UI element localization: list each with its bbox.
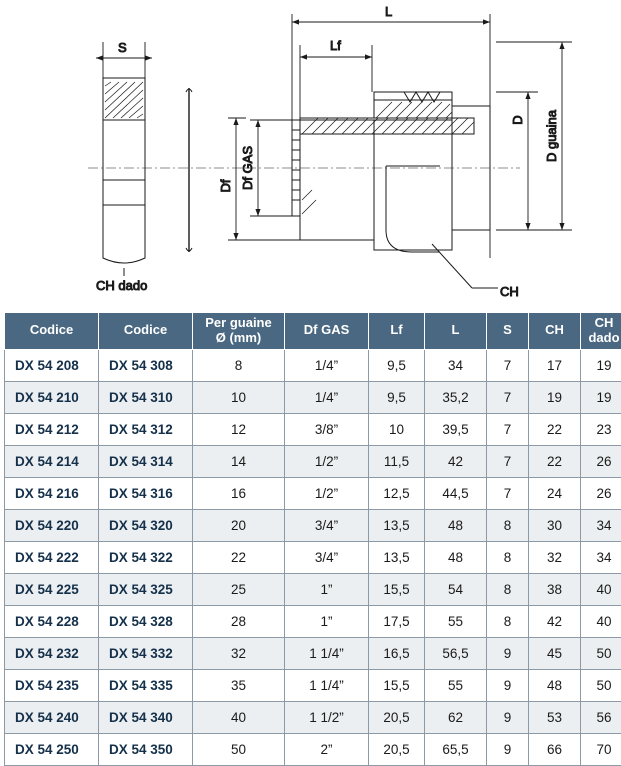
cell-ch: 24 — [529, 477, 581, 509]
header-l: L — [425, 313, 487, 350]
header-ch-dado-line1: CH — [582, 316, 621, 331]
cell-ch-dado: 50 — [581, 637, 621, 669]
cell-l: 62 — [425, 701, 487, 733]
cell-l: 44,5 — [425, 477, 487, 509]
cell-l: 42 — [425, 445, 487, 477]
technical-drawing — [0, 0, 621, 312]
header-ch-dado-line2: dado — [582, 331, 621, 346]
cell-df-gas: 1” — [285, 605, 369, 637]
cell-codice-2: DX 54 320 — [99, 509, 193, 541]
cell-lf: 13,5 — [369, 509, 425, 541]
cell-df-gas: 1 1/4” — [285, 637, 369, 669]
cell-lf: 20,5 — [369, 701, 425, 733]
cell-per-guaine: 40 — [193, 701, 285, 733]
cell-df-gas: 1” — [285, 573, 369, 605]
cell-codice-2: DX 54 332 — [99, 637, 193, 669]
cell-codice-1: DX 54 240 — [5, 701, 99, 733]
spec-table — [4, 312, 621, 766]
header-per-guaine-line1: Per guaine — [194, 316, 283, 331]
cell-s: 7 — [487, 477, 529, 509]
cell-df-gas: 1/2” — [285, 445, 369, 477]
cell-df-gas: 3/4” — [285, 509, 369, 541]
cell-codice-1: DX 54 208 — [5, 349, 99, 381]
table-row — [5, 413, 621, 445]
cell-codice-2: DX 54 322 — [99, 541, 193, 573]
cell-ch: 48 — [529, 669, 581, 701]
drawing-svg — [0, 0, 621, 312]
cell-ch-dado: 34 — [581, 541, 621, 573]
cell-codice-1: DX 54 228 — [5, 605, 99, 637]
cell-s: 7 — [487, 413, 529, 445]
cell-codice-2: DX 54 310 — [99, 381, 193, 413]
cell-ch-dado: 56 — [581, 701, 621, 733]
cell-ch-dado: 19 — [581, 349, 621, 381]
dim-d-guaina — [496, 42, 572, 230]
cell-l: 48 — [425, 541, 487, 573]
table-row — [5, 605, 621, 637]
cell-codice-1: DX 54 216 — [5, 477, 99, 509]
cell-codice-1: DX 54 214 — [5, 445, 99, 477]
cell-ch: 22 — [529, 445, 581, 477]
cell-ch: 22 — [529, 413, 581, 445]
cell-lf: 9,5 — [369, 349, 425, 381]
cell-df-gas: 1 1/4” — [285, 669, 369, 701]
header-lf: Lf — [369, 313, 425, 350]
cell-ch-dado: 40 — [581, 605, 621, 637]
gasket-ring — [186, 88, 192, 252]
cell-codice-2: DX 54 325 — [99, 573, 193, 605]
cell-ch-dado: 70 — [581, 733, 621, 765]
cell-lf: 13,5 — [369, 541, 425, 573]
cell-df-gas: 1/4” — [285, 349, 369, 381]
dim-df — [228, 118, 300, 240]
cell-l: 48 — [425, 509, 487, 541]
cell-lf: 11,5 — [369, 445, 425, 477]
washer-hatching — [105, 82, 143, 118]
cell-per-guaine: 25 — [193, 573, 285, 605]
cell-l: 65,5 — [425, 733, 487, 765]
table-row — [5, 573, 621, 605]
table-header-row — [5, 313, 621, 350]
cell-l: 56,5 — [425, 637, 487, 669]
label-ch: CH — [500, 284, 519, 299]
header-ch: CH — [529, 313, 581, 350]
label-df: Df — [218, 179, 233, 192]
cell-codice-1: DX 54 232 — [5, 637, 99, 669]
cell-ch-dado: 19 — [581, 381, 621, 413]
cell-ch: 66 — [529, 733, 581, 765]
cell-l: 35,2 — [425, 381, 487, 413]
cell-ch-dado: 34 — [581, 509, 621, 541]
cell-s: 8 — [487, 605, 529, 637]
cell-codice-1: DX 54 225 — [5, 573, 99, 605]
ch-leader — [432, 244, 498, 288]
label-l: L — [385, 4, 392, 19]
label-d-guaina: D guaina — [544, 109, 559, 162]
header-per-guaine-line2: Ø (mm) — [194, 331, 283, 346]
nut-detail — [374, 92, 452, 118]
table-row — [5, 477, 621, 509]
cell-s: 7 — [487, 445, 529, 477]
ch-socket — [386, 166, 440, 252]
cell-per-guaine: 32 — [193, 637, 285, 669]
cell-codice-2: DX 54 328 — [99, 605, 193, 637]
cell-l: 55 — [425, 669, 487, 701]
table-row — [5, 733, 621, 765]
spec-table-container — [4, 312, 617, 766]
cell-ch: 30 — [529, 509, 581, 541]
cell-lf: 12,5 — [369, 477, 425, 509]
table-row — [5, 381, 621, 413]
cell-lf: 15,5 — [369, 669, 425, 701]
cell-ch: 38 — [529, 573, 581, 605]
table-row — [5, 509, 621, 541]
cell-df-gas: 3/8” — [285, 413, 369, 445]
cell-codice-2: DX 54 314 — [99, 445, 193, 477]
cell-df-gas: 2” — [285, 733, 369, 765]
table-row — [5, 349, 621, 381]
table-row — [5, 541, 621, 573]
cell-codice-2: DX 54 350 — [99, 733, 193, 765]
cell-s: 9 — [487, 733, 529, 765]
header-codice-1: Codice — [5, 313, 99, 350]
cell-codice-1: DX 54 210 — [5, 381, 99, 413]
cell-per-guaine: 8 — [193, 349, 285, 381]
cell-l: 54 — [425, 573, 487, 605]
header-per-guaine — [193, 313, 285, 350]
cell-ch: 45 — [529, 637, 581, 669]
cell-s: 9 — [487, 637, 529, 669]
cell-ch: 32 — [529, 541, 581, 573]
cell-codice-1: DX 54 220 — [5, 509, 99, 541]
cell-codice-2: DX 54 312 — [99, 413, 193, 445]
cell-lf: 16,5 — [369, 637, 425, 669]
cell-lf: 15,5 — [369, 573, 425, 605]
cell-codice-1: DX 54 212 — [5, 413, 99, 445]
cell-per-guaine: 16 — [193, 477, 285, 509]
cell-lf: 10 — [369, 413, 425, 445]
label-ch-dado: CH dado — [96, 278, 147, 293]
cell-codice-2: DX 54 335 — [99, 669, 193, 701]
cell-codice-1: DX 54 250 — [5, 733, 99, 765]
cell-per-guaine: 28 — [193, 605, 285, 637]
cell-per-guaine: 50 — [193, 733, 285, 765]
header-df-gas: Df GAS — [285, 313, 369, 350]
table-row — [5, 701, 621, 733]
cell-per-guaine: 14 — [193, 445, 285, 477]
header-s: S — [487, 313, 529, 350]
cell-ch: 17 — [529, 349, 581, 381]
cell-per-guaine: 22 — [193, 541, 285, 573]
cell-per-guaine: 20 — [193, 509, 285, 541]
cell-l: 34 — [425, 349, 487, 381]
cell-lf: 9,5 — [369, 381, 425, 413]
cell-lf: 17,5 — [369, 605, 425, 637]
dim-d — [496, 92, 538, 230]
cell-s: 8 — [487, 541, 529, 573]
label-s: S — [118, 40, 127, 55]
table-row — [5, 445, 621, 477]
cell-ch-dado: 26 — [581, 477, 621, 509]
fitting-outline — [292, 106, 490, 250]
cell-codice-2: DX 54 340 — [99, 701, 193, 733]
cell-codice-2: DX 54 316 — [99, 477, 193, 509]
label-d: D — [510, 115, 525, 124]
dim-l — [292, 14, 490, 258]
cell-s: 9 — [487, 701, 529, 733]
cell-df-gas: 1/2” — [285, 477, 369, 509]
cell-codice-1: DX 54 222 — [5, 541, 99, 573]
dim-lf — [300, 45, 372, 120]
cell-df-gas: 3/4” — [285, 541, 369, 573]
table-row — [5, 669, 621, 701]
cell-ch-dado: 50 — [581, 669, 621, 701]
cell-lf: 20,5 — [369, 733, 425, 765]
cell-ch-dado: 26 — [581, 445, 621, 477]
table-row — [5, 637, 621, 669]
cell-ch: 53 — [529, 701, 581, 733]
cell-l: 55 — [425, 605, 487, 637]
cell-ch-dado: 40 — [581, 573, 621, 605]
flange-hatch — [302, 190, 316, 214]
cell-df-gas: 1 1/2” — [285, 701, 369, 733]
cell-s: 7 — [487, 381, 529, 413]
cell-per-guaine: 10 — [193, 381, 285, 413]
cell-df-gas: 1/4” — [285, 381, 369, 413]
cell-ch: 19 — [529, 381, 581, 413]
cell-l: 39,5 — [425, 413, 487, 445]
spec-table-body — [5, 349, 621, 765]
cell-per-guaine: 12 — [193, 413, 285, 445]
cell-s: 9 — [487, 669, 529, 701]
cell-ch-dado: 23 — [581, 413, 621, 445]
cell-s: 8 — [487, 509, 529, 541]
cell-codice-1: DX 54 235 — [5, 669, 99, 701]
cell-codice-2: DX 54 308 — [99, 349, 193, 381]
cell-s: 8 — [487, 573, 529, 605]
header-codice-2: Codice — [99, 313, 193, 350]
cell-ch: 42 — [529, 605, 581, 637]
label-df-gas: Df GAS — [240, 146, 255, 190]
cell-per-guaine: 35 — [193, 669, 285, 701]
header-ch-dado — [581, 313, 621, 350]
cell-s: 7 — [487, 349, 529, 381]
label-lf: Lf — [330, 38, 341, 53]
